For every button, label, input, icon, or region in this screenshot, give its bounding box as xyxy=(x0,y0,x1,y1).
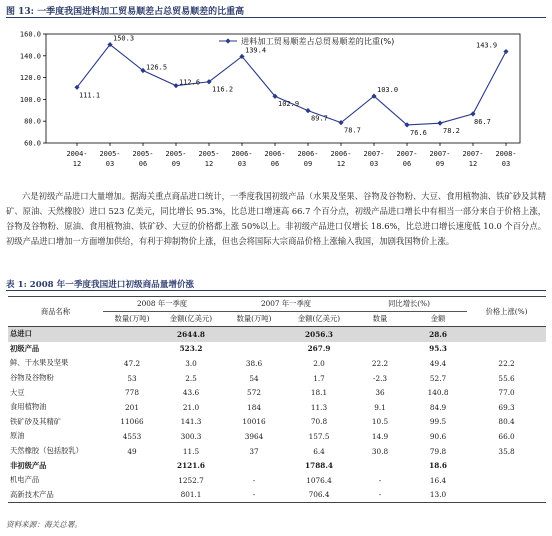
row-cell: 523.2 xyxy=(179,344,203,354)
row-cell: 2056.3 xyxy=(287,327,351,342)
y-tick-label: 80.0 xyxy=(24,117,41,126)
row-cell xyxy=(467,473,546,488)
x-tick-label: 12 xyxy=(336,160,346,168)
table-row xyxy=(8,356,546,371)
row-cell: 54 xyxy=(249,373,259,383)
figure-title-text: 一季度我国进料加工贸易顺差占总贸易顺差的比重高 xyxy=(37,7,245,17)
row-cell: 9.1 xyxy=(374,402,386,412)
row-cell: 572 xyxy=(247,388,261,398)
data-label: 112.6 xyxy=(179,78,201,87)
row-cell: 140.8 xyxy=(427,388,449,398)
line-chart xyxy=(6,18,546,186)
y-tick-label: 140.0 xyxy=(19,52,41,61)
data-label: 89.7 xyxy=(311,114,328,123)
sub-qty-2008: 数量(万吨) xyxy=(103,312,161,327)
row-cell: 49 xyxy=(127,446,137,456)
figure-label: 图 13: xyxy=(6,7,34,17)
y-tick-label: 100.0 xyxy=(19,95,41,104)
data-label: 78.7 xyxy=(344,126,361,135)
row-cell: 11.3 xyxy=(310,402,328,412)
x-tick-label: 06 xyxy=(402,160,412,168)
table-row xyxy=(8,327,546,342)
row-cell: 49.4 xyxy=(429,358,447,368)
row-cell: 80.4 xyxy=(498,417,515,427)
row-cell: 30.8 xyxy=(371,446,389,456)
x-tick-label: 09 xyxy=(435,160,445,168)
row-cell: 2.5 xyxy=(185,373,197,383)
row-cell: 141.3 xyxy=(180,417,202,427)
x-tick-label: 2005- xyxy=(132,150,154,158)
x-tick-label: 06 xyxy=(270,160,280,168)
data-point xyxy=(470,111,475,116)
row-cell: 1252.7 xyxy=(178,475,204,485)
row-cell: 37 xyxy=(249,446,259,456)
table-caption-text: 表 1: 2008 年一季度我国进口初级商品量增价涨 xyxy=(6,280,195,290)
row-cell xyxy=(103,342,161,357)
row-cell: 267.9 xyxy=(307,344,331,354)
sub-qty-2007: 数量(万吨) xyxy=(221,312,287,327)
y-tick-label: 160.0 xyxy=(19,30,41,39)
row-cell: 801.1 xyxy=(161,488,221,503)
row-cell xyxy=(351,327,409,342)
row-cell: 11.5 xyxy=(182,446,200,456)
sub-amt-growth: 金额 xyxy=(409,312,467,327)
data-point xyxy=(503,49,508,54)
header-2008: 2008 年一季度 xyxy=(103,297,221,312)
y-tick-label: 60.0 xyxy=(24,139,41,148)
row-name: 食用植物油 xyxy=(10,402,47,412)
row-cell: 1076.4 xyxy=(306,475,332,485)
row-cell xyxy=(221,342,287,357)
row-cell: 11066 xyxy=(120,417,144,427)
x-tick-label: 03 xyxy=(105,160,115,168)
table-row xyxy=(8,400,546,415)
row-cell: 55.6 xyxy=(498,373,515,383)
table-row xyxy=(8,473,546,488)
series-line xyxy=(77,45,506,125)
row-cell: 95.3 xyxy=(429,344,447,354)
x-tick-label: 2006- xyxy=(264,150,286,158)
row-cell: 300.3 xyxy=(180,431,202,441)
x-tick-label: 09 xyxy=(303,160,313,168)
x-tick-label: 03 xyxy=(501,160,511,168)
row-name: 初级产品 xyxy=(10,343,40,353)
x-tick-label: 2006- xyxy=(231,150,253,158)
row-cell: 1.7 xyxy=(313,373,325,383)
row-cell xyxy=(467,342,546,357)
row-cell: 28.6 xyxy=(409,327,467,342)
data-label: 143.9 xyxy=(476,41,498,50)
sub-qty-growth: 数量 xyxy=(351,312,409,327)
row-cell xyxy=(467,488,546,503)
x-tick-label: 2005- xyxy=(99,150,121,158)
row-cell: 201 xyxy=(125,402,139,412)
row-cell: -2.3 xyxy=(372,373,388,383)
data-point xyxy=(173,83,178,88)
row-cell: 3.0 xyxy=(185,358,197,368)
caption-rule xyxy=(6,290,546,291)
row-cell: 99.5 xyxy=(429,417,447,427)
row-cell xyxy=(467,458,546,473)
row-cell: 3964 xyxy=(244,431,264,441)
row-cell: 2.0 xyxy=(313,358,325,368)
x-tick-label: 2007- xyxy=(462,150,484,158)
table-row xyxy=(8,458,546,473)
row-name: 天然橡胶（包括胶乳） xyxy=(10,446,83,456)
x-tick-label: 12 xyxy=(204,160,214,168)
row-cell: 77.0 xyxy=(498,388,515,398)
row-cell xyxy=(351,342,409,357)
table-row xyxy=(8,385,546,400)
row-cell: 79.8 xyxy=(429,446,447,456)
header-price: 价格上涨(%) xyxy=(467,297,546,327)
table-row xyxy=(8,342,546,357)
row-cell: 35.8 xyxy=(498,446,515,456)
row-cell: - xyxy=(221,488,287,503)
row-cell: 16.4 xyxy=(429,475,447,485)
row-cell: 36 xyxy=(375,388,385,398)
data-label: 126.5 xyxy=(146,63,168,72)
row-cell: 14.9 xyxy=(371,431,389,441)
x-tick-label: 2006- xyxy=(297,150,319,158)
data-label: 102.9 xyxy=(278,100,300,109)
row-cell: 84.9 xyxy=(429,402,447,412)
row-name: 高新技术产品 xyxy=(8,488,103,503)
legend-label: 进料加工贸易顺差占总贸易顺差的比重(%) xyxy=(241,36,395,46)
row-cell: 2644.8 xyxy=(161,327,221,342)
row-cell: 21.0 xyxy=(182,402,200,412)
row-cell: 2121.6 xyxy=(177,461,205,471)
row-cell xyxy=(103,327,161,342)
table-row xyxy=(8,371,546,386)
row-cell: 47.2 xyxy=(123,358,141,368)
data-label: 139.4 xyxy=(245,46,267,55)
row-cell xyxy=(221,327,287,342)
body-paragraph xyxy=(6,189,546,249)
x-tick-label: 2008- xyxy=(495,150,517,158)
header-name: 商品名称 xyxy=(8,297,103,327)
row-cell: 52.7 xyxy=(429,373,447,383)
x-tick-label: 03 xyxy=(369,160,379,168)
table-caption xyxy=(6,278,546,290)
row-cell: 53 xyxy=(127,373,137,383)
x-tick-label: 2007- xyxy=(429,150,451,158)
row-cell xyxy=(103,488,161,503)
data-label: 76.6 xyxy=(410,128,427,137)
row-cell: 706.4 xyxy=(287,488,351,503)
x-tick-label: 2007- xyxy=(396,150,418,158)
x-tick-label: 2007- xyxy=(363,150,385,158)
row-cell: 778 xyxy=(125,388,139,398)
paragraph-text: 六是初级产品进口大量增加。据海关重点商品进口统计，一季度我国初级产品（水果及坚果、谷物及谷物粉、大豆、食用植物油、铁矿砂及其精矿、原油、天然橡胶）进口 523 亿美元，同比增长 95.3%，比总进口增速高 66.7 个百分点，初级产品进口增长中有相当一部分来自于价格上涨，谷物及谷物粉、原油、食用植物油、铁矿砂、大豆的价格都上涨 50%以上。非初级产品进口仅增长 18.6%，比总进口增长速度低 10.0 个百分点。初级产品进口增加一方面增加供给，有利于抑制物价上涨，但也会将国际大宗商品价格上涨输入我国，加剧我国物价上涨。 xyxy=(6,191,546,246)
header-2007: 2007 年一季度 xyxy=(221,297,351,312)
import-table xyxy=(8,296,546,503)
row-cell xyxy=(103,473,161,488)
source-note: 资料来源：海关总署。 xyxy=(6,520,82,529)
data-label: 78.2 xyxy=(443,127,460,136)
row-cell: 1788.4 xyxy=(305,461,333,471)
row-name: 总进口 xyxy=(8,327,103,342)
row-name: 非初级产品 xyxy=(10,460,47,470)
data-label: 116.2 xyxy=(212,85,234,94)
row-cell: 6.4 xyxy=(313,446,325,456)
row-cell: 69.3 xyxy=(498,402,515,412)
row-cell: 43.6 xyxy=(182,388,200,398)
row-cell: 38.6 xyxy=(245,358,263,368)
y-tick-label: 120.0 xyxy=(19,74,41,83)
row-name: 机电产品 xyxy=(10,475,40,485)
data-label: 103.0 xyxy=(377,86,399,95)
row-cell: 184 xyxy=(247,402,261,412)
row-cell: 18.1 xyxy=(310,388,328,398)
row-cell: 66.0 xyxy=(498,431,515,441)
x-tick-label: 2005- xyxy=(198,150,220,158)
row-cell: 90.6 xyxy=(429,431,447,441)
sub-amt-2007: 金额(亿美元) xyxy=(287,312,351,327)
row-name: 铁矿砂及其精矿 xyxy=(10,416,62,426)
row-cell: - xyxy=(252,475,256,485)
row-cell xyxy=(351,458,409,473)
row-cell: 22.2 xyxy=(371,358,389,368)
data-point xyxy=(305,108,310,113)
row-cell xyxy=(467,327,546,342)
data-label: 86.7 xyxy=(474,117,491,126)
row-cell: 10.5 xyxy=(371,417,389,427)
row-cell: 4553 xyxy=(122,431,142,441)
x-tick-label: 09 xyxy=(171,160,181,168)
sub-amt-2008: 金额(亿美元) xyxy=(161,312,221,327)
header-growth: 同比增长(%) xyxy=(351,297,467,312)
row-name: 谷物及谷物粉 xyxy=(10,373,54,383)
x-tick-label: 12 xyxy=(72,160,82,168)
x-tick-label: 2006- xyxy=(330,150,352,158)
row-cell: 18.6 xyxy=(429,461,447,471)
table-row xyxy=(8,429,546,444)
x-tick-label: 03 xyxy=(237,160,247,168)
row-cell: 10016 xyxy=(242,417,266,427)
row-name: 鲜、干水果及坚果 xyxy=(10,358,69,368)
x-tick-label: 2004- xyxy=(66,150,88,158)
row-name: 大豆 xyxy=(10,387,25,397)
data-label: 150.3 xyxy=(113,34,135,43)
table-row xyxy=(8,444,546,459)
x-tick-label: 2005- xyxy=(165,150,187,158)
row-cell: - xyxy=(351,488,409,503)
x-tick-label: 06 xyxy=(138,160,148,168)
row-cell: 157.5 xyxy=(308,431,330,441)
table-row xyxy=(8,415,546,430)
table-row xyxy=(8,488,546,503)
row-cell xyxy=(103,458,161,473)
data-point xyxy=(437,121,442,126)
data-label: 111.1 xyxy=(79,91,101,100)
row-cell: - xyxy=(378,475,382,485)
row-cell: 13.0 xyxy=(409,488,467,503)
row-cell xyxy=(221,458,287,473)
x-tick-label: 12 xyxy=(468,160,478,168)
row-cell: 22.2 xyxy=(498,358,515,368)
row-name: 原油 xyxy=(10,431,25,441)
legend-marker xyxy=(225,38,230,43)
figure-title xyxy=(6,4,546,17)
row-cell: 70.8 xyxy=(310,417,328,427)
